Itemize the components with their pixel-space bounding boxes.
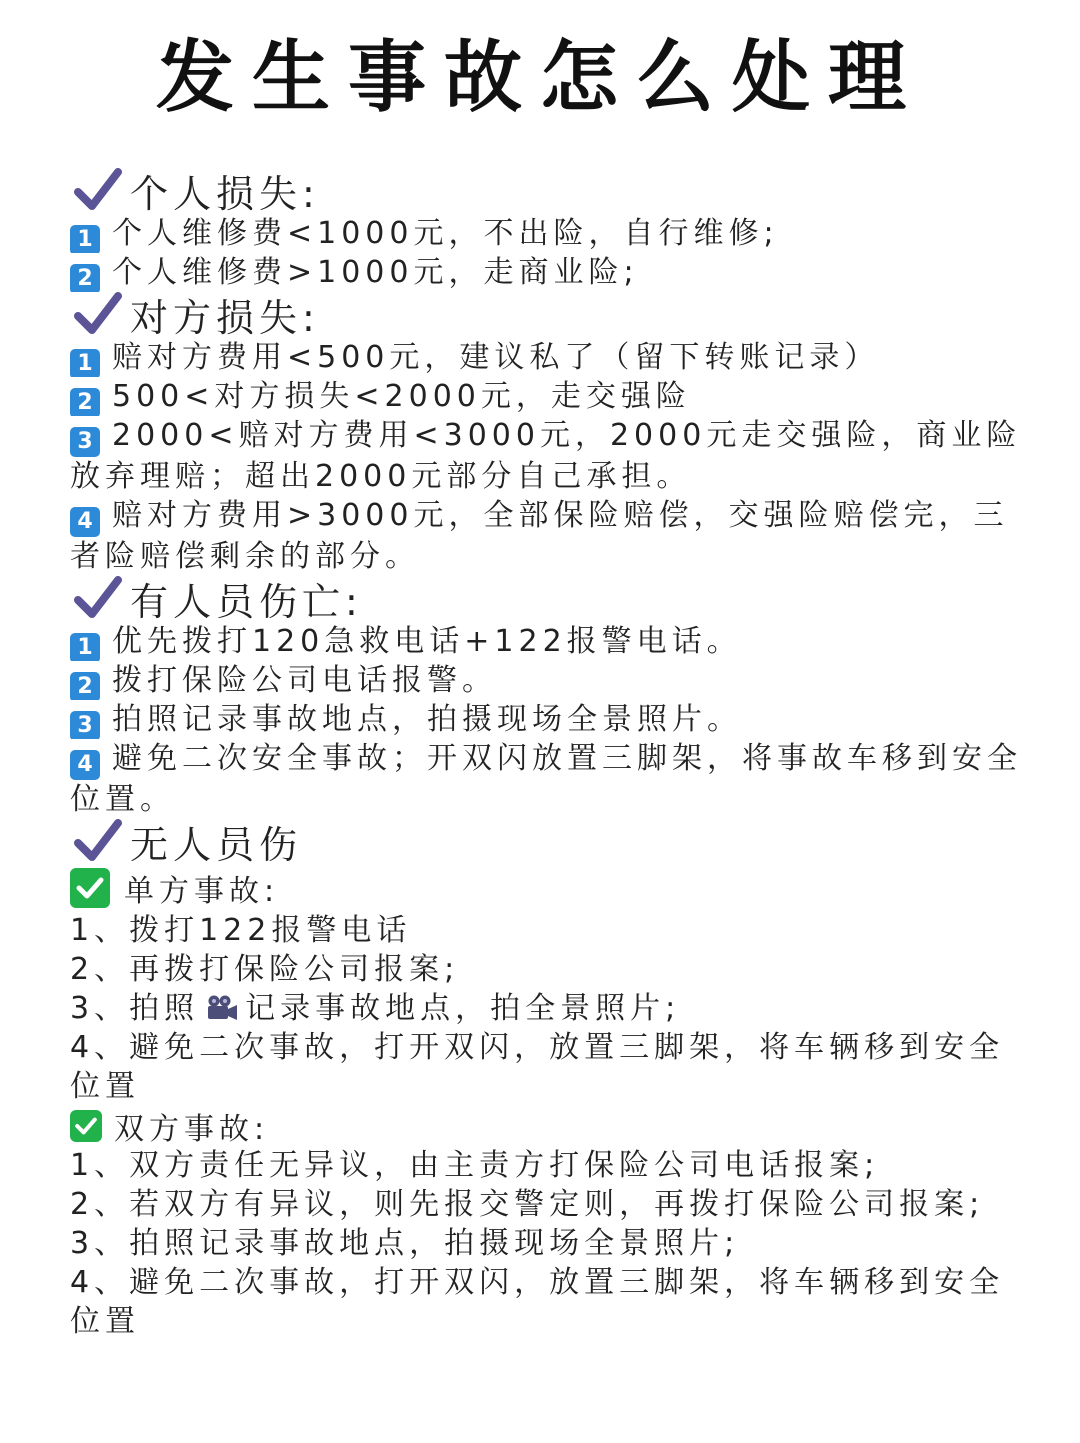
list-item: 1 赔对方费用<500元，建议私了（留下转账记录） [70, 338, 1030, 377]
number-badge-icon: 3 [70, 427, 100, 457]
list-item: 1、双方责任无异议，由主责方打保险公司电话报案; [70, 1148, 880, 1183]
subsection-single: 单方事故: [70, 865, 1030, 911]
number-badge-icon: 2 [70, 388, 100, 416]
list-item: 1、拨打122报警电话 [70, 913, 412, 948]
content [70, 168, 1030, 1341]
list-item: 3、拍照 记录事故地点，拍全景照片; [70, 991, 681, 1026]
check-mark-icon [74, 819, 122, 863]
list-item: 2 500<对方损失<2000元，走交强险 [70, 377, 1030, 416]
check-mark-icon [74, 168, 122, 212]
list-item: 2 个人维修费>1000元，走商业险; [70, 253, 1030, 292]
list-item: 3 拍照记录事故地点，拍摄现场全景照片。 [70, 700, 1030, 739]
green-check-box-icon [70, 868, 110, 908]
number-badge-icon: 1 [70, 633, 100, 661]
number-badge-icon: 4 [70, 507, 100, 537]
check-mark-icon [74, 576, 122, 620]
list-item: 2、若双方有异议，则先报交警定则，再拨打保险公司报案; [70, 1187, 985, 1222]
number-badge-icon: 2 [70, 264, 100, 292]
section-heading-no-injury: 无人员伤 [74, 819, 1030, 863]
list-item: 3 2000<赔对方费用<3000元，2000元走交强险，商业险放弃理赔；超出2000元部分自己承担。 [70, 418, 1022, 494]
check-mark-icon [74, 292, 122, 336]
list-item: 4 避免二次安全事故；开双闪放置三脚架，将事故车移到安全位置。 [70, 741, 1022, 817]
green-check-box-icon [70, 1110, 102, 1142]
number-badge-icon: 1 [70, 349, 100, 377]
section-heading-other: 对方损失: [74, 292, 1030, 336]
list-item: 1 优先拨打120急救电话+122报警电话。 [70, 622, 1030, 661]
section-heading-personal: 个人损失: [74, 168, 1030, 212]
page-title: 发生事故怎么处理 [155, 33, 924, 123]
section-heading-injury: 有人员伤亡: [74, 576, 1030, 620]
list-item: 4、避免二次事故，打开双闪，放置三脚架，将车辆移到安全位置 [70, 1265, 1005, 1339]
movie-camera-icon [205, 994, 239, 1022]
list-item: 4、避免二次事故，打开双闪，放置三脚架，将车辆移到安全位置 [70, 1030, 1005, 1104]
number-badge-icon: 2 [70, 672, 100, 700]
list-item: 3、拍照记录事故地点，拍摄现场全景照片; [70, 1226, 740, 1261]
list-item: 2 拨打保险公司电话报警。 [70, 661, 1030, 700]
list-item: 1 个人维修费<1000元，不出险，自行维修; [70, 214, 1030, 253]
list-item: 4 赔对方费用>3000元，全部保险赔偿，交强险赔偿完，三者险赔偿剩余的部分。 [70, 498, 1009, 574]
number-badge-icon: 1 [70, 225, 100, 253]
subsection-double: 双方事故: [70, 1106, 1030, 1146]
number-badge-icon: 4 [70, 750, 100, 780]
list-item: 2、再拨打保险公司报案; [70, 952, 460, 987]
number-badge-icon: 3 [70, 711, 100, 739]
